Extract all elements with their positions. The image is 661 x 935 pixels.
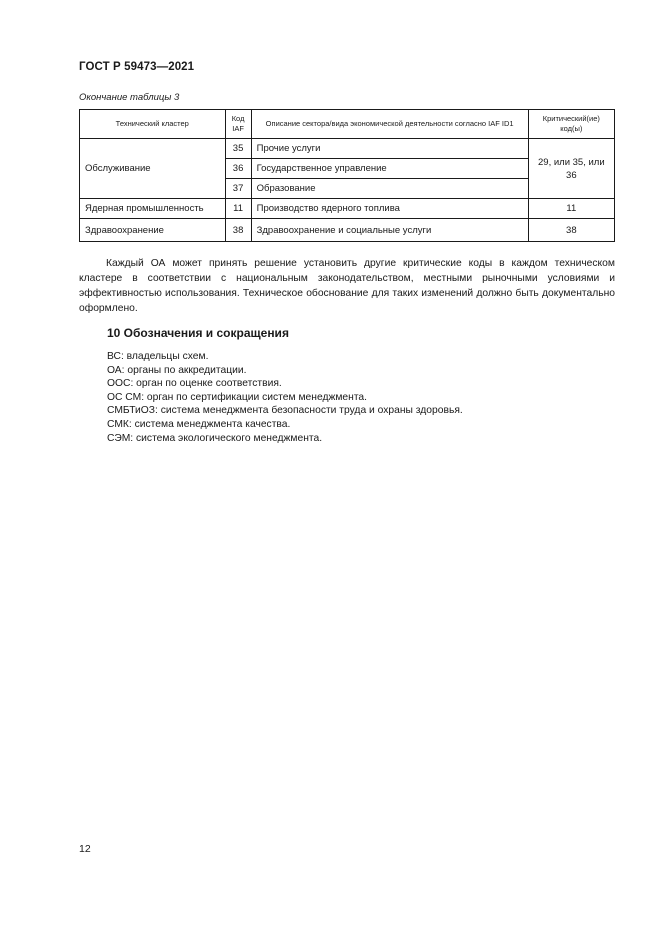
code-cell: 36: [225, 159, 251, 179]
description-cell: Прочие услуги: [251, 139, 528, 159]
critical-codes-table: [79, 109, 615, 242]
list-item: СМК: система менеджмента качества.: [107, 418, 291, 430]
description-cell: Государственное управление: [251, 159, 528, 179]
table-header-row: [80, 110, 615, 139]
list-item: ОА: органы по аккредитации.: [107, 364, 247, 376]
code-cell: 38: [225, 219, 251, 242]
list-item: ОС СМ: орган по сертификации систем менеджмента.: [107, 391, 368, 403]
critical-code-cell: 38: [528, 219, 614, 242]
list-item: ООС: орган по оценке соответствия.: [107, 378, 282, 390]
column-header-cluster: Технический кластер: [80, 110, 226, 139]
list-item: ВС: владельцы схем.: [107, 351, 209, 362]
table-row: [80, 139, 615, 159]
cluster-cell: Обслуживание: [80, 139, 226, 199]
document-code: ГОСТ Р 59473—2021: [79, 61, 195, 73]
column-header-code: Код IAF: [225, 110, 251, 139]
code-cell: 37: [225, 179, 251, 199]
abbreviations-list: [107, 350, 463, 445]
body-paragraph: Каждый ОА может принять решение установить другие критические коды в каждом техническом кластере в соответствии с национальным законодательством, местными рыночными условиями и эффективностью использования. Техническое обоснование для таких изменений должно быть документально оформлено.: [79, 258, 615, 314]
critical-code-cell: 29, или 35, или 36: [528, 139, 614, 199]
table-row: [80, 199, 615, 219]
column-header-description: Описание сектора/вида экономической деятельности согласно IAF ID1: [251, 110, 528, 139]
page-number: 12: [79, 843, 91, 855]
list-item: СЭМ: система экологического менеджмента.: [107, 432, 323, 444]
table-caption: Окончание таблицы 3: [79, 92, 180, 103]
section-title: 10 Обозначения и сокращения: [107, 326, 289, 340]
table-row: [80, 219, 615, 242]
description-cell: Образование: [251, 179, 528, 199]
cluster-cell: Ядерная промышленность: [80, 199, 226, 219]
description-cell: Здравоохранение и социальные услуги: [251, 219, 528, 242]
code-cell: 35: [225, 139, 251, 159]
critical-code-cell: 11: [528, 199, 614, 219]
code-cell: 11: [225, 199, 251, 219]
column-header-critical: Критический(ие) код(ы): [528, 110, 614, 139]
list-item: СМБТиОЗ: система менеджмента безопасности труда и охраны здоровья.: [107, 405, 463, 417]
description-cell: Производство ядерного топлива: [251, 199, 528, 219]
cluster-cell: Здравоохранение: [80, 219, 226, 242]
